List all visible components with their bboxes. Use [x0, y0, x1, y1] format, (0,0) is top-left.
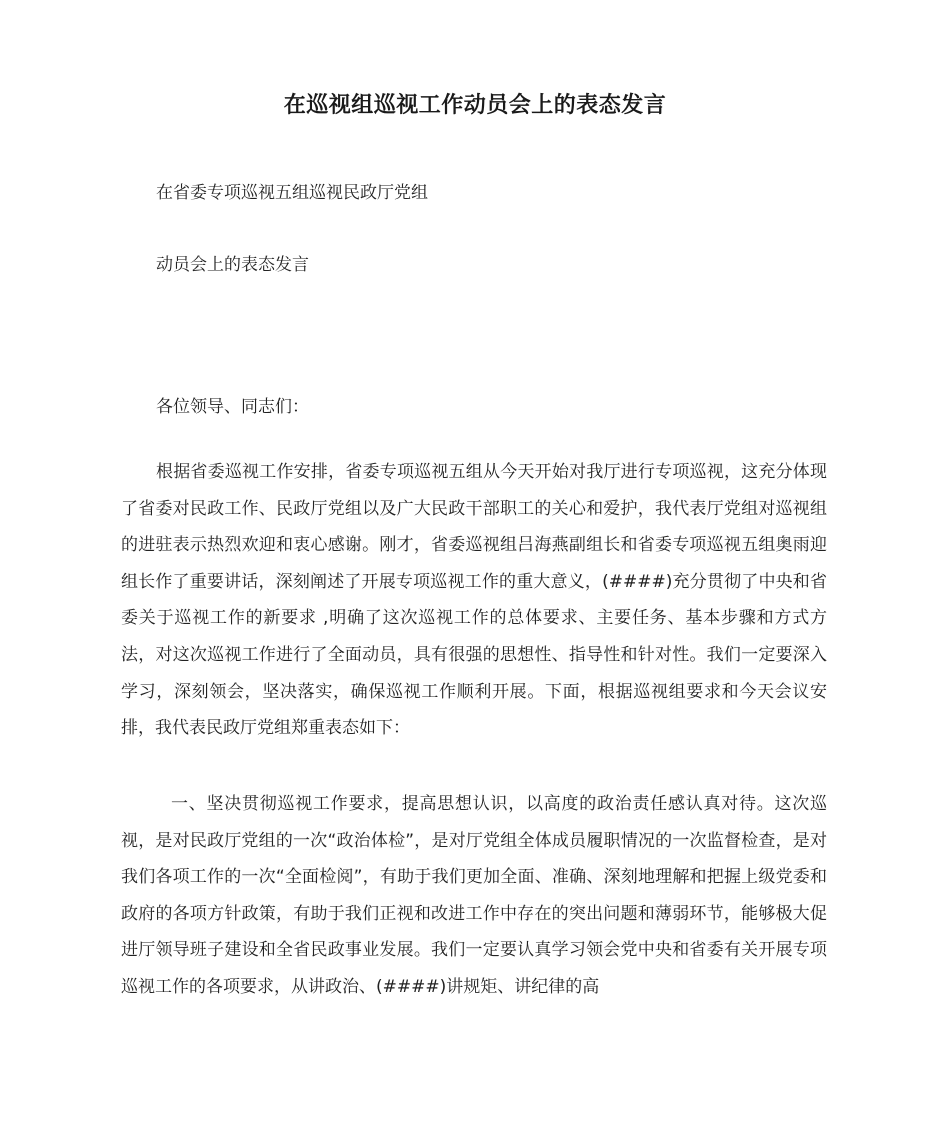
document-title: 在巡视组巡视工作动员会上的表态发言: [283, 93, 667, 118]
salutation: 各位领导、同志们：: [156, 397, 309, 417]
paragraph-2: 一、坚决贯彻巡视工作要求，提高思想认识，以高度的政治责任感认真对待。这次巡视，是对民政厅党组的一次“政治体检”，是对厅党组全体成员履职情况的一次监督检查，是对我们各项工作的一次“全面检阅”，有助于我们更加全面、准确、深刻地理解和把握上级党委和政府的各项方针政策，有助于我们正视和改进工作中存在的突出问题和薄弱环节，能够极大促进厅领导班子建设和全省民政事业发展。我们一定要认真学习领会党中央和省委有关开展专项巡视工作的各项要求，从讲政治、(####)讲规矩、讲纪律的高: [121, 794, 827, 997]
subtitle-line-1: 在省委专项巡视五组巡视民政厅党组: [156, 183, 428, 203]
paragraph-1: 根据省委巡视工作安排，省委专项巡视五组从今天开始对我厅进行专项巡视，这充分体现了省委对民政工作、民政厅党组以及广大民政干部职工的关心和爱护，我代表厅党组对巡视组的进驻表示热烈欢迎和衷心感谢。刚才，省委巡视组吕海燕副组长和省委专项巡视五组奥雨迎组长作了重要讲话，深刻阐述了开展专项巡视工作的重大意义，(####)充分贯彻了中央和省委关于巡视工作的新要求 ,明确了这次巡视工作的总体要求、主要任务、基本步骤和方式方法，对这次巡视工作进行了全面动员，具有很强的思想性、指导性和针对性。我们一定要深入学习，深刻领会，坚决落实，确保巡视工作顺利开展。下面，根据巡视组要求和今天会议安排，我代表民政厅党组郑重表态如下：: [121, 462, 827, 739]
subtitle-line-2: 动员会上的表态发言: [156, 255, 309, 275]
